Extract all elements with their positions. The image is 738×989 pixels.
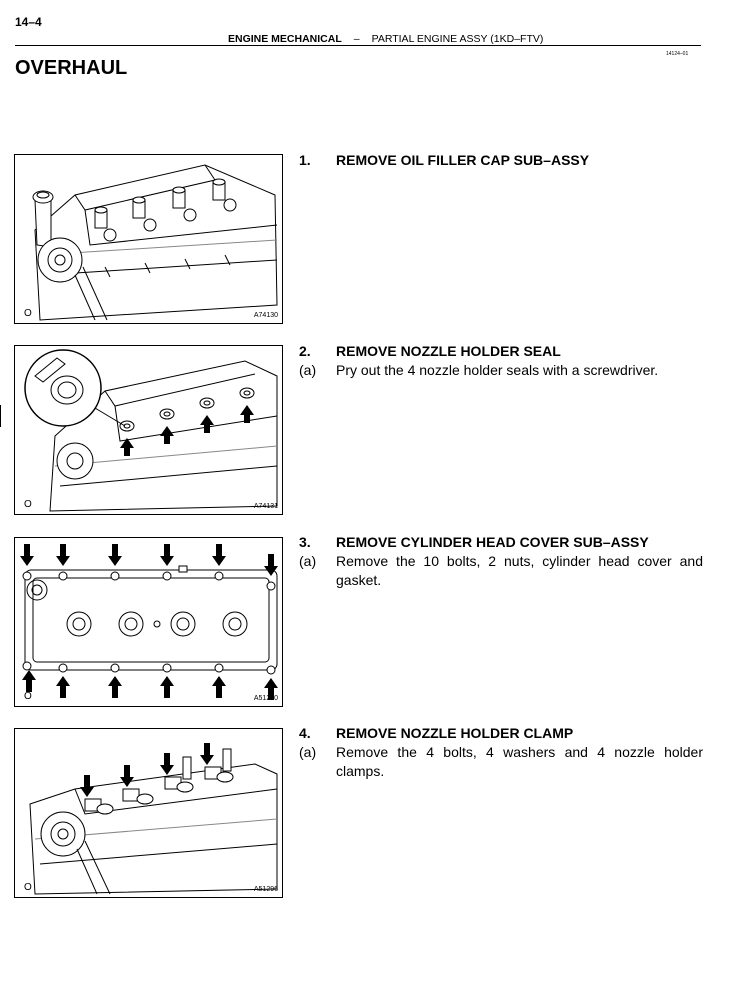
step-title: REMOVE OIL FILLER CAP SUB–ASSY (336, 152, 590, 168)
step-heading (299, 724, 703, 743)
figure-oil-filler-cap (14, 154, 283, 324)
header-separator: – (353, 33, 360, 45)
figure-label: O (24, 499, 32, 510)
step-4 (299, 724, 703, 781)
step-heading (299, 533, 703, 552)
figure-label: O (24, 691, 32, 702)
step-number: 3. (299, 534, 311, 550)
figure-code: A74130 (253, 312, 278, 319)
engine-illustration-4 (15, 729, 283, 898)
step-substep (299, 552, 703, 590)
step-2 (299, 342, 703, 380)
step-substep (299, 361, 703, 380)
engine-illustration-1 (15, 155, 283, 324)
figure-code: A51280 (253, 695, 278, 702)
figure-nozzle-holder-seal (14, 345, 283, 515)
scan-edge-mark (0, 405, 1, 427)
step-3 (299, 533, 703, 590)
subsection-title: PARTIAL ENGINE ASSY (1KD–FTV) (371, 33, 544, 45)
step-title: REMOVE CYLINDER HEAD COVER SUB–ASSY (336, 534, 649, 550)
figure-cylinder-head-cover (14, 537, 283, 707)
substep-text: Remove the 10 bolts, 2 nuts, cylinder head cover and gasket. (336, 553, 703, 588)
step-number: 2. (299, 343, 311, 359)
header-rule (15, 45, 701, 46)
step-heading (299, 151, 703, 170)
step-title: REMOVE NOZZLE HOLDER CLAMP (336, 725, 574, 741)
figure-nozzle-holder-clamp (14, 728, 283, 898)
substep-label: (a) (299, 744, 317, 760)
figure-code: A51296 (253, 886, 278, 893)
section-title: ENGINE MECHANICAL (228, 33, 342, 45)
document-code: 14124–01 (666, 51, 689, 57)
page-number: 14–4 (15, 15, 42, 29)
substep-text: Remove the 4 bolts, 4 washers and 4 nozzle holder clamps. (336, 744, 703, 779)
cylinder-head-cover-illustration (15, 538, 283, 707)
step-title: REMOVE NOZZLE HOLDER SEAL (336, 343, 561, 359)
step-number: 4. (299, 725, 311, 741)
figure-label: O (24, 882, 32, 893)
substep-label: (a) (299, 362, 317, 378)
step-1 (299, 151, 703, 170)
step-number: 1. (299, 152, 311, 168)
page-title: OVERHAUL (15, 57, 128, 79)
substep-label: (a) (299, 553, 317, 569)
substep-text: Pry out the 4 nozzle holder seals with a screwdriver. (336, 362, 659, 378)
figure-label: O (24, 308, 32, 319)
step-heading (299, 342, 703, 361)
running-header (228, 33, 543, 45)
step-substep (299, 743, 703, 781)
figure-code: A74131 (253, 503, 278, 510)
engine-illustration-2 (15, 346, 283, 515)
